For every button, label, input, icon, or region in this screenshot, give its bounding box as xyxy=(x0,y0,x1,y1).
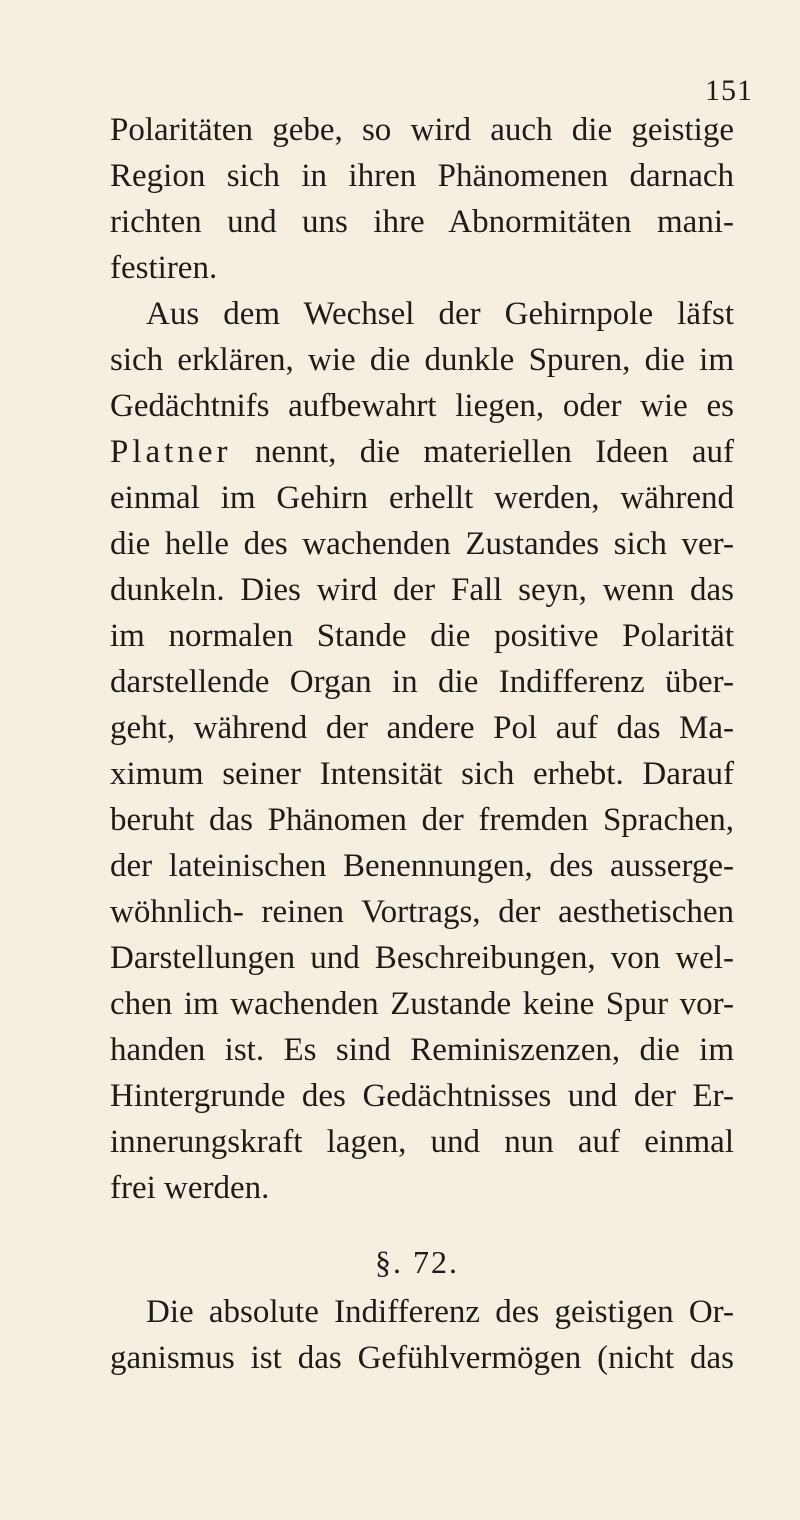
text-line: frei werden. xyxy=(110,1170,270,1206)
text-line: chen im wachenden Zustande keine Spur vor- xyxy=(110,986,734,1022)
text-line: dunkeln. Dies wird der Fall seyn, wenn das xyxy=(110,572,734,608)
text-line: Hintergrunde des Gedächtnisses und der Er- xyxy=(110,1078,734,1114)
text-line: richten und uns ihre Abnormitäten mani- xyxy=(110,204,734,240)
text-line: Aus dem Wechsel der Gehirnpole läfst xyxy=(146,296,734,332)
text-line: festiren. xyxy=(110,250,218,286)
text-line: sich erklären, wie die dunkle Spuren, die im xyxy=(110,342,734,378)
text-line: wöhnlich- reinen Vortrags, der aesthetischen xyxy=(110,894,734,930)
text-line: im normalen Stande die positive Polarität xyxy=(110,618,734,654)
text-line: Die absolute Indifferenz des geistigen Or- xyxy=(146,1294,734,1330)
author-name: Platner xyxy=(110,434,232,470)
text-line: der lateinischen Benennungen, des ausserge- xyxy=(110,848,734,884)
text-line: ximum seiner Intensität sich erhebt. Darauf xyxy=(110,756,734,792)
text-line: ganismus ist das Gefühlvermögen (nicht das xyxy=(110,1340,734,1376)
text-line: die helle des wachenden Zustandes sich ver- xyxy=(110,526,734,562)
text-line: Gedächtnifs aufbewahrt liegen, oder wie es xyxy=(110,388,734,424)
text-line: darstellende Organ in die Indifferenz über- xyxy=(110,664,734,700)
text-line: handen ist. Es sind Reminiszenzen, die im xyxy=(110,1032,734,1068)
text-fragment: nennt, die materiellen Ideen auf xyxy=(231,434,734,470)
text-line xyxy=(110,432,734,472)
text-line: geht, während der andere Pol auf das Ma- xyxy=(110,710,734,746)
text-line: Darstellungen und Beschreibungen, von wel- xyxy=(110,940,734,976)
section-heading: §. 72. xyxy=(375,1244,459,1280)
text-line: Polaritäten gebe, so wird auch die geistige xyxy=(110,112,734,148)
text-line: Region sich in ihren Phänomenen darnach xyxy=(110,158,734,194)
text-line: einmal im Gehirn erhellt werden, während xyxy=(110,480,734,516)
text-line: innerungskraft lagen, und nun auf einmal xyxy=(110,1124,734,1160)
page-number: 151 xyxy=(705,74,753,107)
text-line: beruht das Phänomen der fremden Sprachen, xyxy=(110,802,734,838)
